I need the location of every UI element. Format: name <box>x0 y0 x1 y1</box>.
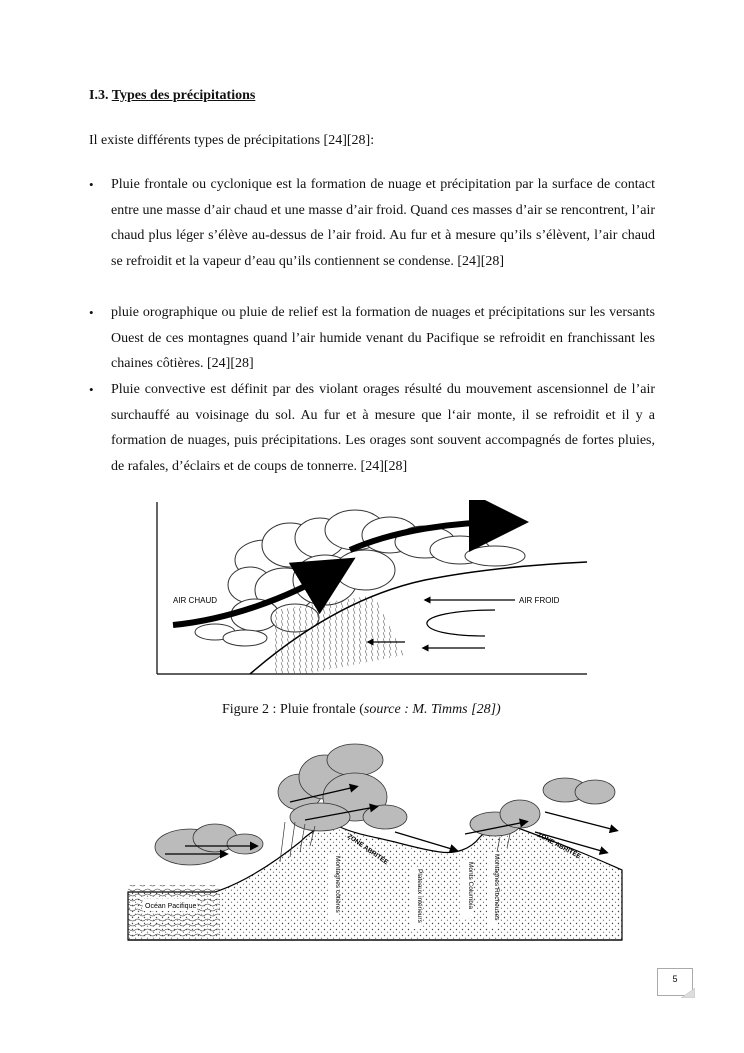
svg-text:Montagnes côtières: Montagnes côtières <box>334 856 341 913</box>
orographic-rain-figure <box>125 742 625 942</box>
bullet-icon: • <box>89 177 94 192</box>
sheltered-zone-label-2: ZONE ABRITÉE <box>536 831 582 861</box>
page-curl-icon <box>681 988 695 998</box>
bullet-icon: • <box>89 305 94 320</box>
bullet-icon: • <box>89 382 94 397</box>
list-item-text: Pluie frontale ou cyclonique est la formation de nuage et précipitation par la surface de contact entre une masse d’air chaud et une masse d’air froid. Quand ces masses d’air se rencontrent, l’air chaud plus léger s’élève au-dessus de l’air froid. Au fur et à mesure qu’ils s’élèvent, l’air chaud se refroidit et la vapeur d’eau qu’ils contiennent se condense. [24][28] <box>111 177 655 269</box>
caption-text: Figure 2 : Pluie frontale ( <box>222 702 364 717</box>
section-heading <box>89 88 255 104</box>
svg-text:Montagnes Rocheuses: Montagnes Rocheuses <box>493 854 500 921</box>
frontal-rain-figure <box>155 500 589 676</box>
warm-air-label: AIR CHAUD <box>173 596 218 605</box>
plateaus-label <box>410 867 423 929</box>
caption-source: source : M. Timms [28]) <box>363 702 501 717</box>
page-number-text: 5 <box>672 974 678 984</box>
ocean-label: Océan Pacifique <box>145 903 197 910</box>
rockies-label <box>487 852 500 928</box>
list-item-text: Pluie convective est définit par des violant orages résulté du mouvement ascensionnel de l’air surchauffé au voisinage du sol. Au fur et à mesure que l‘air monte, il se refroidit et il y a formation de nuages, puis précipitations. Les orages sont souvent accompagnés de fortes pluies, de rafales, d’éclairs et de coups de tonnerre. [24][28] <box>111 382 655 474</box>
list-item <box>89 377 655 479</box>
section-number: I.3. <box>89 88 109 103</box>
sheltered-zone-label-1: ZONE ABRITÉE <box>345 832 390 867</box>
list-item <box>89 300 655 377</box>
list-item <box>89 172 655 274</box>
coastal-mountains-label <box>328 854 341 920</box>
list-item-text: pluie orographique ou pluie de relief est la formation de nuages et précipitations sur les versants Ouest de ces montagnes quand l’air humide venant du Pacifique se refroidit en franchissant les chaines côtières. [24][28] <box>111 305 655 371</box>
intro-paragraph: Il existe différents types de précipitations [24][28]: <box>89 133 375 148</box>
svg-text:Plateaux intérieurs: Plateaux intérieurs <box>416 869 423 923</box>
svg-text:Monts Columbia: Monts Columbia <box>467 862 474 909</box>
section-title: Types des précipitations <box>111 88 256 103</box>
cold-air-label: AIR FROID <box>519 596 560 605</box>
figure-caption <box>222 702 501 718</box>
page-number <box>657 968 693 996</box>
